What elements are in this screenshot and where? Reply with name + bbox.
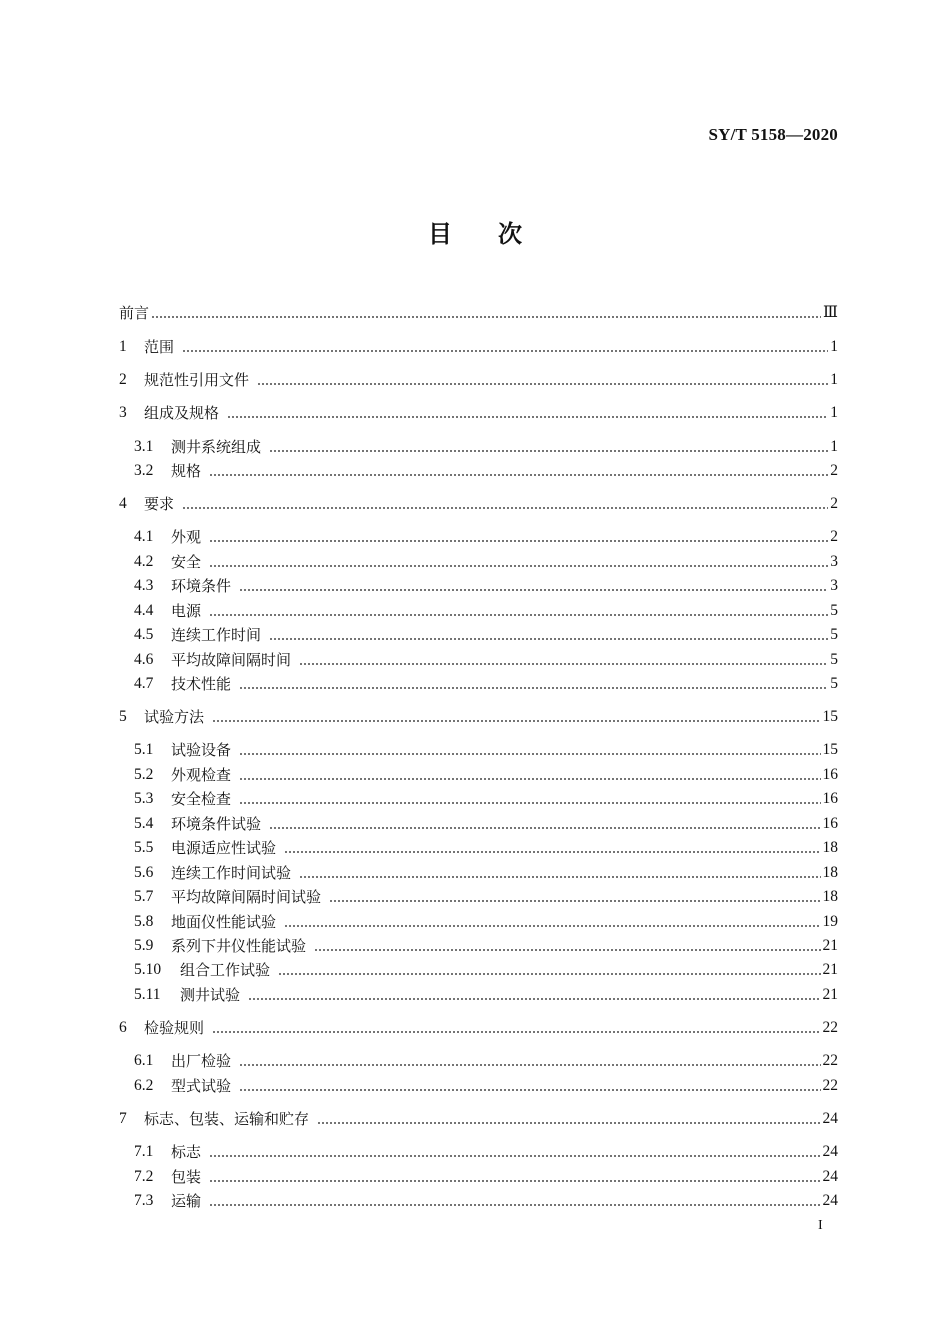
toc-entry[interactable]: [119, 788, 838, 810]
toc-entry[interactable]: [119, 706, 838, 728]
toc-entry-title: 试验方法: [144, 708, 205, 726]
toc-entry-number: 7.1: [134, 1143, 154, 1160]
toc-dot-leader: [329, 886, 820, 908]
toc-entry[interactable]: [119, 1190, 838, 1212]
toc-entry-title: 检验规则: [144, 1019, 205, 1037]
toc-entry[interactable]: [119, 886, 838, 908]
toc-entry-title: 组合工作试验: [180, 961, 271, 979]
toc-entry-number: 5.5: [134, 839, 154, 856]
toc-entry[interactable]: [119, 436, 838, 458]
toc-entry[interactable]: [119, 600, 838, 622]
toc-entry-title: 外观检查: [171, 766, 232, 784]
toc-entry-page: 24: [822, 1143, 838, 1160]
toc-entry[interactable]: [119, 551, 838, 573]
toc-entry[interactable]: [119, 764, 838, 786]
toc-entry-title: 连续工作时间: [171, 626, 262, 644]
toc-dot-leader: [209, 1141, 820, 1163]
toc-entry-number: 1: [119, 338, 127, 355]
toc-entry-title: 型式试验: [171, 1077, 232, 1095]
toc-entry-number: 3.2: [134, 462, 154, 479]
toc-entry-page: 1: [830, 338, 838, 355]
toc-entry-title: 试验设备: [171, 741, 232, 759]
toc-entry-title: 要求: [144, 495, 175, 513]
toc-entry-number: 5.7: [134, 888, 154, 905]
toc-entry[interactable]: [119, 1141, 838, 1163]
toc-entry-title: 电源适应性试验: [171, 839, 277, 857]
toc-entry-page: 18: [822, 888, 838, 905]
toc-entry-page: 2: [830, 528, 838, 545]
toc-entry-number: 5.4: [134, 815, 154, 832]
toc-entry[interactable]: [119, 673, 838, 695]
toc-entry-number: 5.11: [134, 986, 161, 1003]
toc-entry[interactable]: [119, 460, 838, 482]
toc-dot-leader: [299, 649, 828, 671]
toc-entry-page: 5: [830, 626, 838, 643]
toc-entry-page: 3: [830, 553, 838, 570]
toc-entry[interactable]: [119, 1166, 838, 1188]
toc-entry-title: 运输: [171, 1192, 202, 1210]
toc-entry[interactable]: [119, 1017, 838, 1039]
toc-dot-leader: [284, 911, 820, 933]
toc-dot-leader: [239, 764, 820, 786]
toc-entry[interactable]: [119, 813, 838, 835]
toc-dot-leader: [269, 436, 828, 458]
toc-entry-title: 地面仪性能试验: [171, 913, 277, 931]
toc-entry-title: 环境条件试验: [171, 815, 262, 833]
toc-entry-title: 系列下井仪性能试验: [171, 937, 307, 955]
toc-entry-number: 5: [119, 708, 127, 725]
toc-dot-leader: [269, 813, 820, 835]
toc-entry[interactable]: [119, 959, 838, 981]
toc-entry-title: 出厂检验: [171, 1052, 232, 1070]
toc-entry-page: 5: [830, 602, 838, 619]
toc-entry-number: 4.5: [134, 626, 154, 643]
toc-dot-leader: [209, 600, 828, 622]
toc-entry-number: 7.3: [134, 1192, 154, 1209]
toc-entry-number: 6: [119, 1019, 127, 1036]
toc-entry-page: 1: [830, 438, 838, 455]
toc-entry-page: 21: [822, 986, 838, 1003]
toc-dot-leader: [209, 1166, 820, 1188]
toc-dot-leader: [239, 788, 820, 810]
toc-entry-title: 环境条件: [171, 577, 232, 595]
toc-entry-number: 3.1: [134, 438, 154, 455]
toc-entry-page: 16: [822, 815, 838, 832]
toc-entry-number: 4.4: [134, 602, 154, 619]
toc-entry-number: 5.6: [134, 864, 154, 881]
toc-entry-page: 21: [822, 937, 838, 954]
toc-entry-title: 平均故障间隔时间: [171, 651, 292, 669]
toc-entry[interactable]: [119, 402, 838, 424]
toc-dot-leader: [227, 402, 828, 424]
toc-entry-page: 24: [822, 1168, 838, 1185]
toc-entry[interactable]: [119, 493, 838, 515]
toc-entry-number: 6.2: [134, 1077, 154, 1094]
toc-entry-title: 组成及规格: [144, 404, 220, 422]
toc-entry-page: 22: [822, 1077, 838, 1094]
toc-entry-number: 4.3: [134, 577, 154, 594]
toc-dot-leader: [209, 1190, 820, 1212]
toc-entry-title: 测井系统组成: [171, 438, 262, 456]
toc-entry-number: 5.3: [134, 790, 154, 807]
toc-entry-title: 标志、包装、运输和贮存: [144, 1110, 310, 1128]
toc-dot-leader: [182, 493, 828, 515]
toc-entry[interactable]: [119, 1108, 838, 1130]
toc-entry-title: 前言: [119, 304, 150, 322]
page-number: I: [818, 1218, 823, 1233]
toc-dot-leader: [239, 575, 828, 597]
toc-entry-number: 3: [119, 404, 127, 421]
toc-entry-page: 2: [830, 495, 838, 512]
toc-entry[interactable]: [119, 624, 838, 646]
toc-dot-leader: [239, 673, 828, 695]
toc-entry[interactable]: [119, 1075, 838, 1097]
toc-entry[interactable]: [119, 862, 838, 884]
toc-entry-number: 4.7: [134, 675, 154, 692]
toc-entry[interactable]: [119, 984, 838, 1006]
toc-entry-page: 3: [830, 577, 838, 594]
toc-entry-page: 1: [830, 371, 838, 388]
toc-entry-number: 2: [119, 371, 127, 388]
toc-entry-page: 24: [822, 1110, 838, 1127]
toc-entry-title: 测井试验: [180, 986, 241, 1004]
toc-entry-title: 平均故障间隔时间试验: [171, 888, 322, 906]
toc-entry-page: 15: [822, 708, 838, 725]
toc-dot-leader: [209, 460, 828, 482]
toc-entry-title: 包装: [171, 1168, 202, 1186]
toc-entry-page: 21: [822, 961, 838, 978]
toc-entry-page: 5: [830, 651, 838, 668]
toc-entry[interactable]: [119, 575, 838, 597]
toc-entry[interactable]: [119, 369, 838, 391]
toc-entry-title: 外观: [171, 528, 202, 546]
toc-entry-number: 5.2: [134, 766, 154, 783]
toc-entry-title: 电源: [171, 602, 202, 620]
toc-entry-number: 5.8: [134, 913, 154, 930]
toc-entry-number: 6.1: [134, 1052, 154, 1069]
toc-entry-page: 19: [822, 913, 838, 930]
toc-dot-leader: [257, 369, 828, 391]
toc-entry[interactable]: [119, 302, 838, 324]
toc-entry-title: 标志: [171, 1143, 202, 1161]
toc-entry-page: 18: [822, 864, 838, 881]
toc-dot-leader: [239, 1075, 820, 1097]
toc-dot-leader: [151, 302, 821, 324]
toc-dot-leader: [299, 862, 820, 884]
toc-entry-page: 5: [830, 675, 838, 692]
toc-entry-number: 4: [119, 495, 127, 512]
toc-dot-leader: [182, 336, 828, 358]
toc-dot-leader: [314, 935, 820, 957]
toc-entry-page: 16: [822, 790, 838, 807]
toc-entry-page: Ⅲ: [823, 304, 838, 321]
toc-entry-number: 4.1: [134, 528, 154, 545]
toc-entry-title: 连续工作时间试验: [171, 864, 292, 882]
toc-entry[interactable]: [119, 649, 838, 671]
toc-dot-leader: [248, 984, 820, 1006]
toc-entry[interactable]: [119, 837, 838, 859]
toc-entry-title: 安全检查: [171, 790, 232, 808]
toc-entry[interactable]: [119, 1050, 838, 1072]
toc-entry-title: 规范性引用文件: [144, 371, 250, 389]
toc-dot-leader: [209, 526, 828, 548]
toc-entry-number: 4.2: [134, 553, 154, 570]
toc-entry-title: 规格: [171, 462, 202, 480]
toc-entry[interactable]: [119, 526, 838, 548]
toc-dot-leader: [209, 551, 828, 573]
toc-dot-leader: [212, 706, 820, 728]
toc-entry-number: 5.1: [134, 741, 154, 758]
toc-dot-leader: [278, 959, 820, 981]
toc-entry-page: 16: [822, 766, 838, 783]
toc-entry-page: 15: [822, 741, 838, 758]
toc-entry-title: 技术性能: [171, 675, 232, 693]
toc-entry-title: 范围: [144, 338, 175, 356]
toc-dot-leader: [212, 1017, 820, 1039]
toc-entry[interactable]: [119, 911, 838, 933]
standard-code: SY/T 5158—2020: [708, 125, 838, 144]
toc-entry-title: 安全: [171, 553, 202, 571]
toc-dot-leader: [317, 1108, 820, 1130]
toc-entry-number: 5.9: [134, 937, 154, 954]
toc-entry-number: 7.2: [134, 1168, 154, 1185]
toc-dot-leader: [239, 1050, 820, 1072]
toc-entry-page: 1: [830, 404, 838, 421]
toc-entry-page: 24: [822, 1192, 838, 1209]
toc-entry-page: 22: [822, 1019, 838, 1036]
toc-dot-leader: [284, 837, 820, 859]
toc-entry-number: 7: [119, 1110, 127, 1127]
toc-entry-page: 2: [830, 462, 838, 479]
toc-entry-page: 18: [822, 839, 838, 856]
toc-entry[interactable]: [119, 336, 838, 358]
toc-entry-number: 5.10: [134, 961, 162, 978]
toc-entry-number: 4.6: [134, 651, 154, 668]
toc-entry[interactable]: [119, 739, 838, 761]
toc-entry[interactable]: [119, 935, 838, 957]
toc-dot-leader: [239, 739, 820, 761]
toc-entry-page: 22: [822, 1052, 838, 1069]
toc-dot-leader: [269, 624, 828, 646]
page-title: 目次: [428, 220, 568, 248]
